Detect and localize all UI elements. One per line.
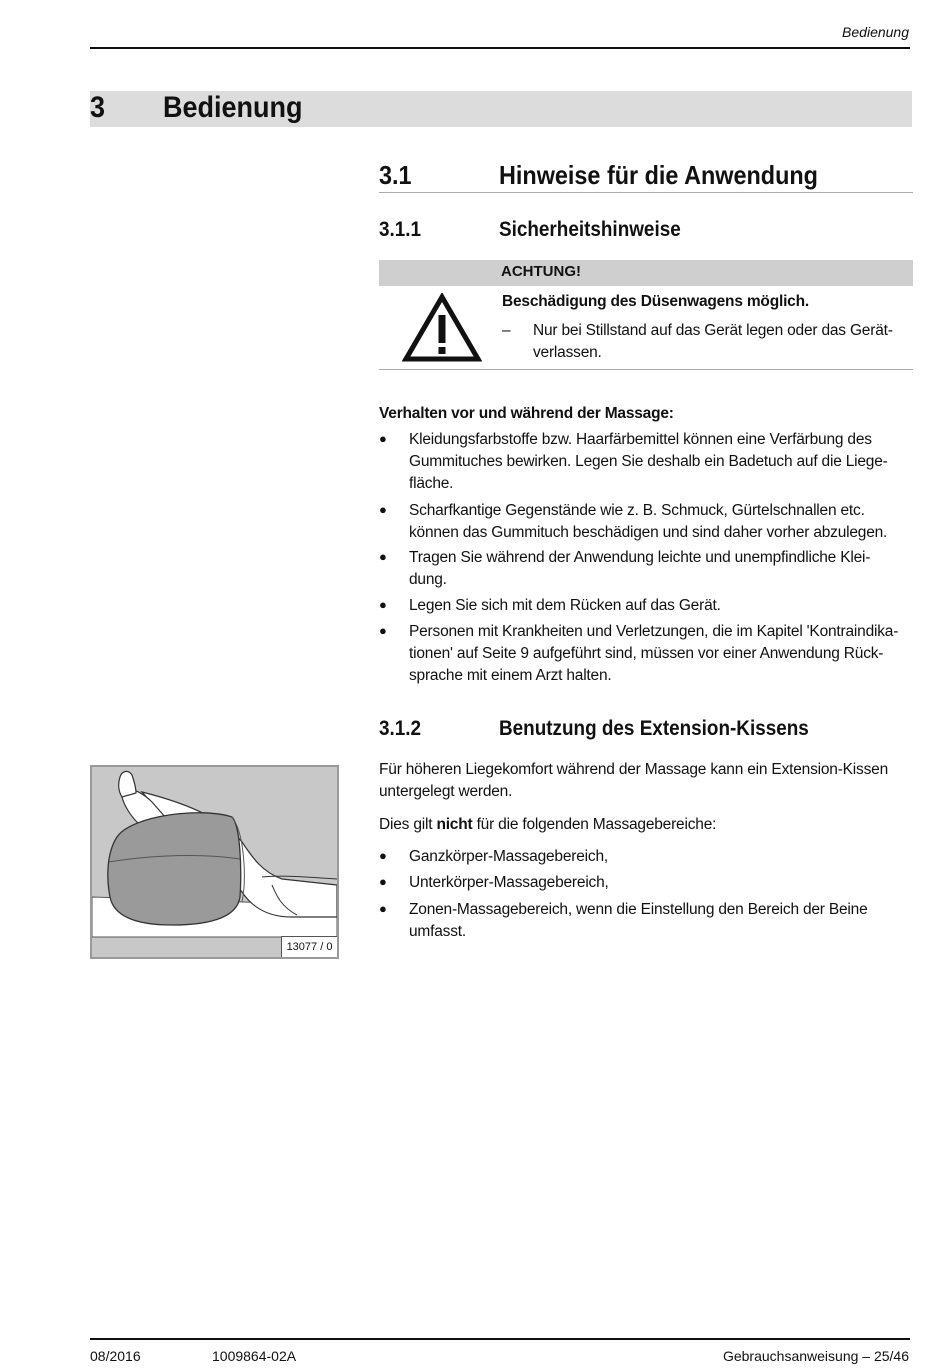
warning-label: ACHTUNG!	[501, 263, 581, 280]
paragraph-exceptions	[379, 814, 716, 836]
bullet-icon: ●	[379, 549, 387, 564]
section-rule	[379, 192, 913, 193]
bullet-icon: ●	[379, 502, 387, 517]
section-3-1-2-title: Benutzung des Extension-Kissens	[499, 717, 809, 740]
bullet-icon: ●	[379, 901, 387, 916]
bullet-icon: ●	[379, 623, 387, 638]
section-3-1-1-number: 3.1.1	[379, 218, 422, 241]
list-item	[409, 872, 609, 894]
list-item-line: Gummituches bewirken. Legen Sie deshalb ein Badetuch auf die Liege-	[409, 453, 888, 470]
header-rule	[90, 47, 910, 49]
paragraph-line: Für höheren Liegekomfort während der Massage kann ein Extension-Kissen	[379, 761, 888, 778]
behavior-heading: Verhalten vor und während der Massage:	[379, 405, 674, 422]
list-item-line: Zonen-Massagebereich, wenn die Einstellung den Bereich der Beine	[409, 901, 868, 918]
warning-instruction-line-2: verlassen.	[533, 344, 602, 361]
cushion-illustration	[92, 767, 337, 957]
list-item	[409, 899, 868, 943]
list-item	[409, 846, 608, 868]
bullet-icon: ●	[379, 874, 387, 889]
extension-cushion-figure	[90, 765, 339, 959]
footer-doc-number: 1009864-02A	[212, 1348, 297, 1364]
section-3-1-1-title: Sicherheitshinweise	[499, 218, 681, 241]
warning-bottom-rule	[379, 369, 913, 370]
footer-date: 08/2016	[90, 1348, 141, 1364]
list-item-line: Scharfkantige Gegenstände wie z. B. Schmuck, Gürtelschnallen etc.	[409, 502, 865, 519]
warning-dash: –	[502, 322, 511, 339]
paragraph-text: für die folgenden Massagebereiche:	[472, 816, 717, 833]
paragraph-text: Dies gilt	[379, 816, 437, 833]
list-item-line: Tragen Sie während der Anwendung leichte und unempfindliche Klei-	[409, 549, 871, 566]
section-3-1-title: Hinweise für die Anwendung	[499, 160, 818, 190]
footer-rule	[90, 1338, 910, 1340]
section-3-1-number: 3.1	[379, 160, 412, 190]
warning-instruction-line-1: Nur bei Stillstand auf das Gerät legen oder das Gerät-	[533, 322, 893, 339]
chapter-heading	[90, 91, 912, 127]
bullet-icon: ●	[379, 848, 387, 863]
list-item	[409, 500, 887, 544]
list-item-line: Kleidungsfarbstoffe bzw. Haarfärbemittel können eine Verfärbung des	[409, 431, 872, 448]
chapter-title: Bedienung	[163, 91, 303, 124]
list-item-line: können das Gummituch beschädigen und sind daher vorher abzulegen.	[409, 524, 888, 541]
warning-triangle-icon	[402, 293, 482, 368]
figure-label: 13077 / 0	[281, 936, 337, 957]
list-item	[409, 595, 721, 617]
list-item	[409, 621, 898, 687]
list-item	[409, 547, 870, 591]
emphasis-text: nicht	[436, 816, 473, 833]
bullet-icon: ●	[379, 597, 387, 612]
warning-header-bar	[379, 260, 913, 286]
list-item-line: fläche.	[409, 475, 454, 492]
running-header: Bedienung	[842, 24, 909, 40]
footer-page-info: Gebrauchsanweisung – 25/46	[722, 1348, 909, 1364]
list-item-line: Unterkörper-Massagebereich,	[409, 874, 609, 891]
list-item-line: umfasst.	[409, 923, 466, 940]
list-item	[409, 429, 888, 495]
list-item-line: dung.	[409, 571, 447, 588]
list-item-line: tionen' auf Seite 9 aufgeführt sind, müssen vor einer Anwendung Rück-	[409, 645, 884, 662]
paragraph-line: untergelegt werden.	[379, 783, 513, 800]
warning-headline: Beschädigung des Düsenwagens möglich.	[502, 293, 809, 310]
section-3-1-2-number: 3.1.2	[379, 717, 422, 740]
chapter-number: 3	[90, 91, 106, 124]
list-item-line: sprache mit einem Arzt halten.	[409, 667, 612, 684]
list-item-line: Legen Sie sich mit dem Rücken auf das Gerät.	[409, 597, 721, 614]
list-item-line: Ganzkörper-Massagebereich,	[409, 848, 608, 865]
bullet-icon: ●	[379, 431, 387, 446]
list-item-line: Personen mit Krankheiten und Verletzungen, die im Kapitel 'Kontraindika-	[409, 623, 899, 640]
paragraph-extension	[379, 759, 888, 803]
